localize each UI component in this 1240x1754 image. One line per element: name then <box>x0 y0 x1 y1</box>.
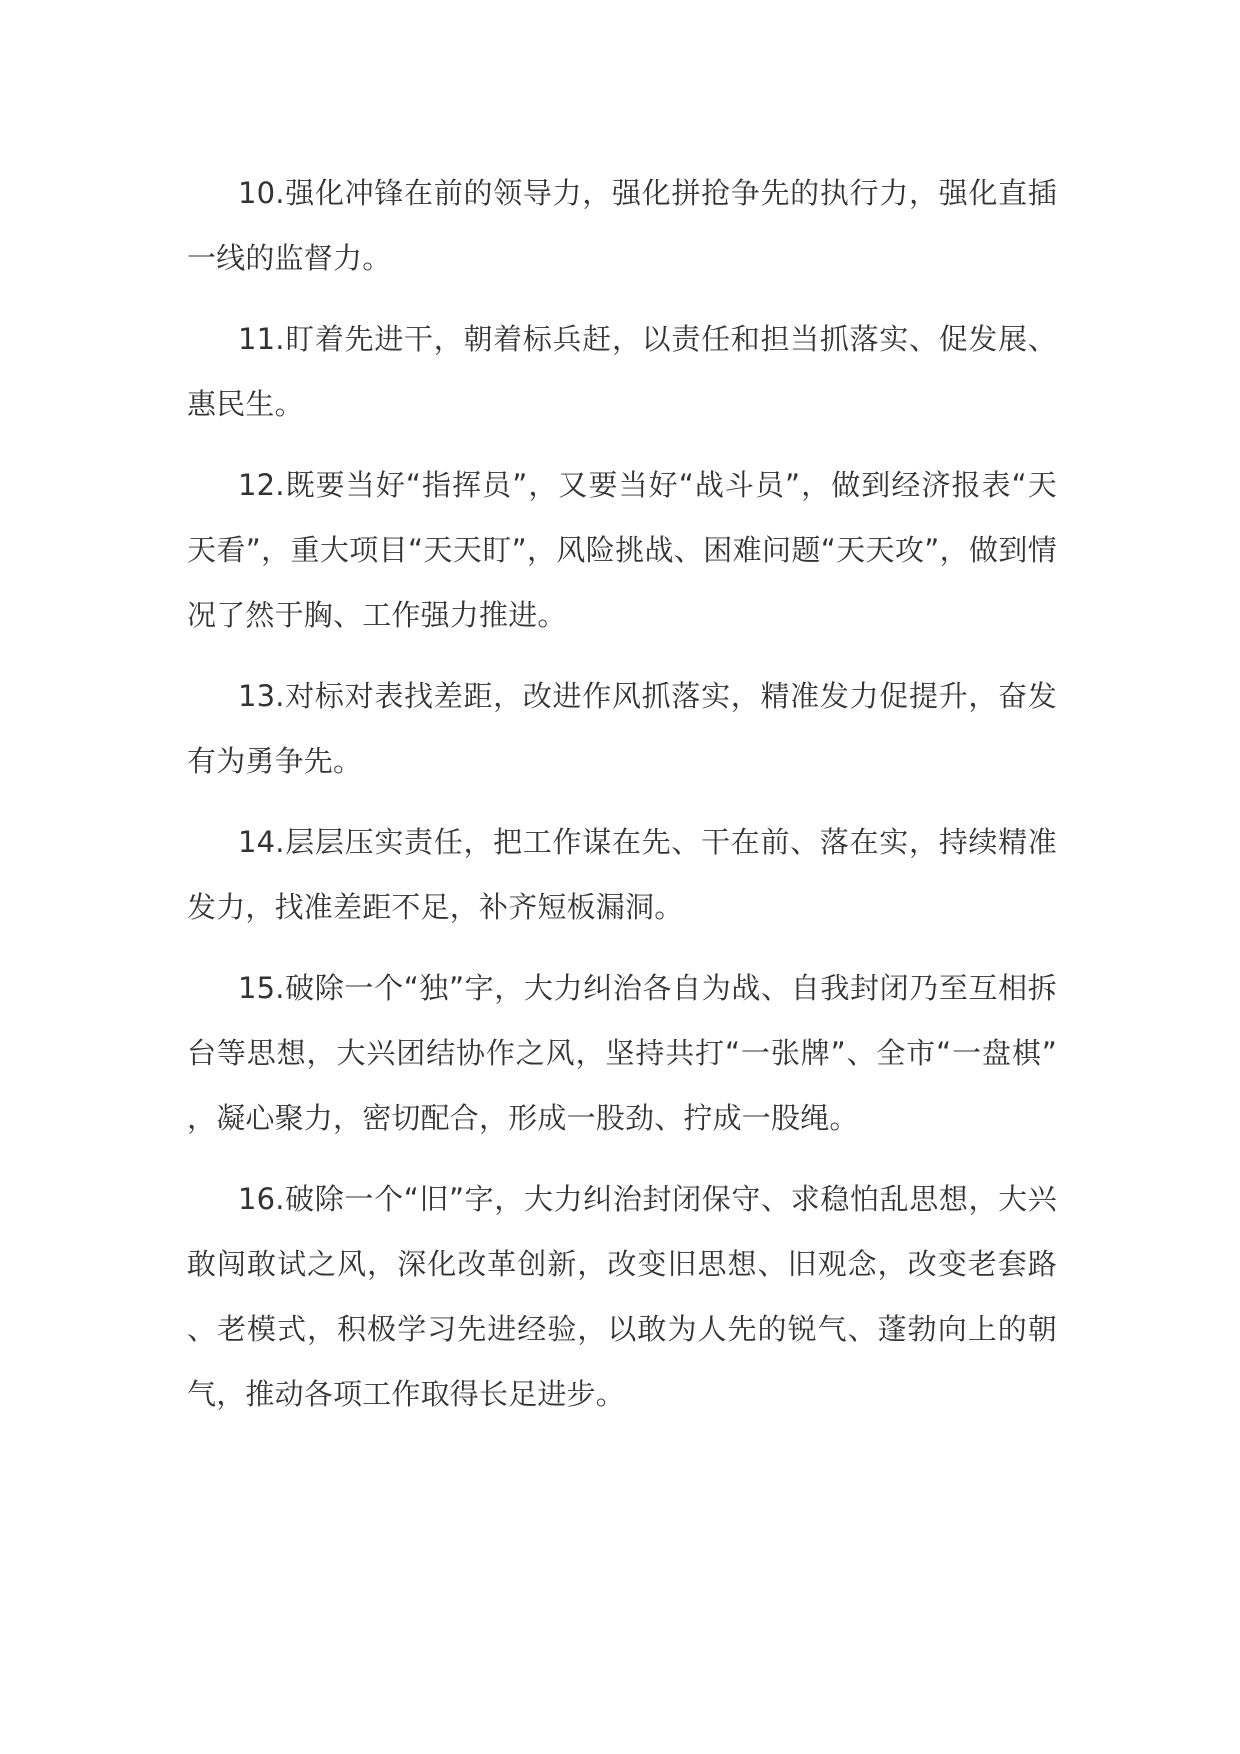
paragraph-11: 11.盯着先进干，朝着标兵赶，以责任和担当抓落实、促发展、惠民生。 <box>187 322 1057 421</box>
paragraph-13: 13.对标对表找差距，改进作风抓落实，精准发力促提升，奋发有为勇争先。 <box>187 679 1057 778</box>
paragraph-10: 10.强化冲锋在前的领导力，强化拼抢争先的执行力，强化直插一线的监督力。 <box>187 176 1057 275</box>
document-body <box>187 161 1057 1443</box>
paragraph-15: 15.破除一个“独”字，大力纠治各自为战、自我封闭乃至互相拆台等思想，大兴团结协作之风，坚持共打“一张牌”、全市“一盘棋”，凝心聚力，密切配合，形成一股劲、拧成一股绳。 <box>187 971 1057 1135</box>
paragraph-12: 12.既要当好“指挥员”，又要当好“战斗员”，做到经济报表“天天看”，重大项目“天天盯”，风险挑战、困难问题“天天攻”，做到情况了然于胸、工作强力推进。 <box>187 468 1057 632</box>
paragraph-16: 16.破除一个“旧”字，大力纠治封闭保守、求稳怕乱思想，大兴敢闯敢试之风，深化改革创新，改变旧思想、旧观念，改变老套路、老模式，积极学习先进经验，以敢为人先的锐气、蓬勃向上的朝气，推动各项工作取得长足进步。 <box>187 1182 1057 1411</box>
paragraph-14: 14.层层压实责任，把工作谋在先、干在前、落在实，持续精准发力，找准差距不足，补齐短板漏洞。 <box>187 825 1057 924</box>
